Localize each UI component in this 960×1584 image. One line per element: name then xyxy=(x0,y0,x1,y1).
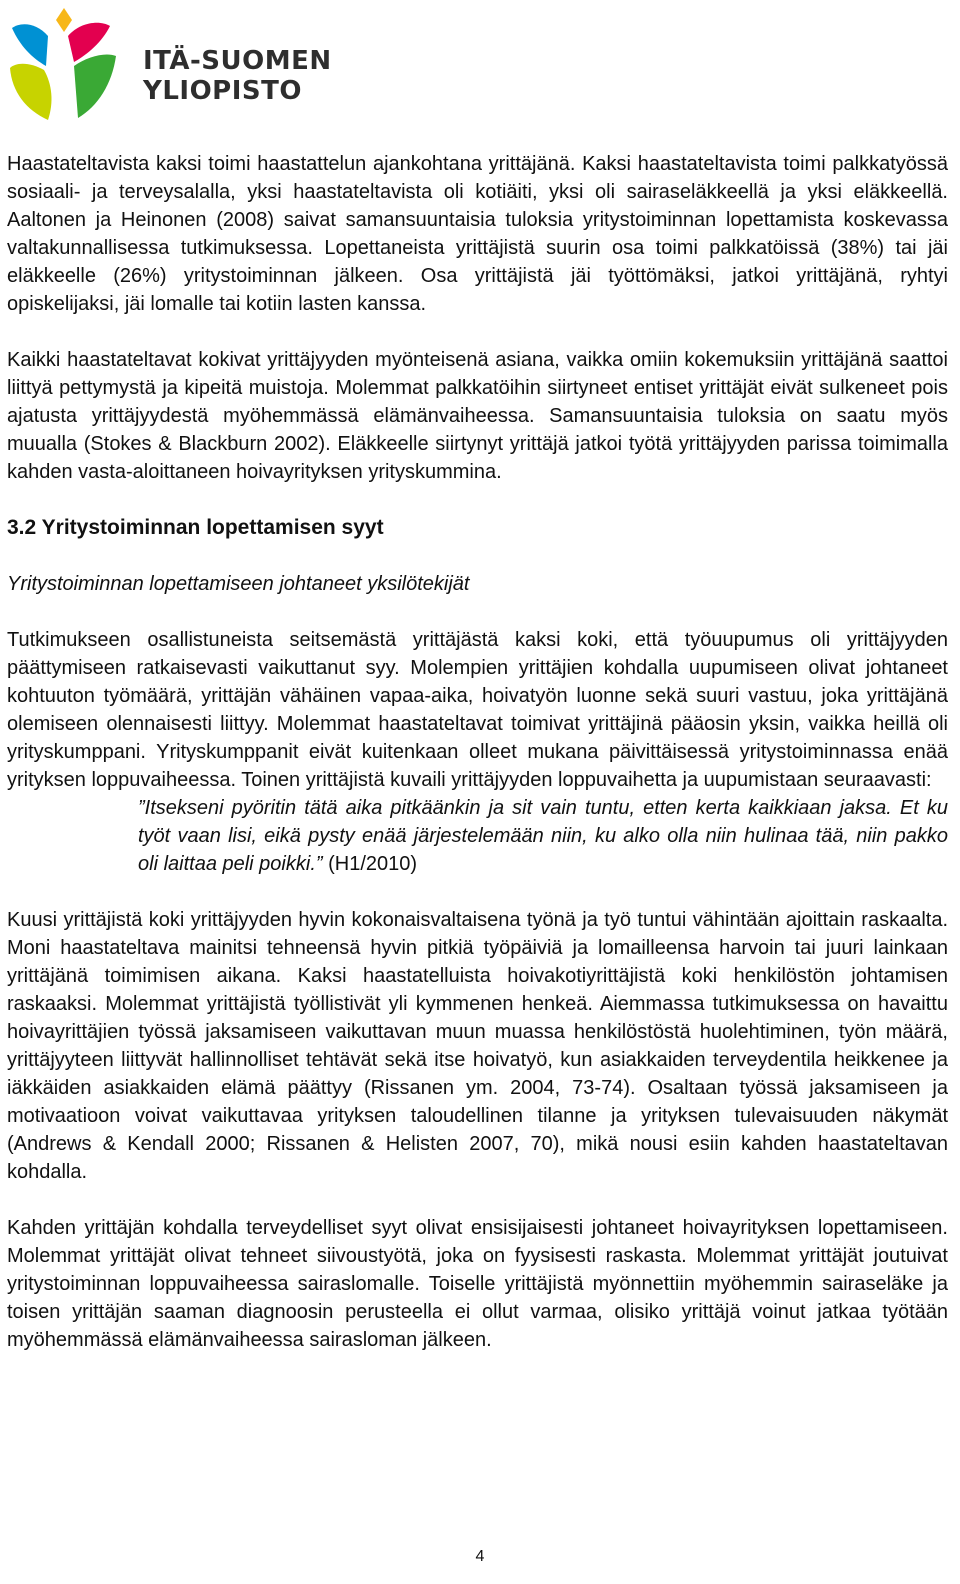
university-logo xyxy=(8,6,338,122)
paragraph-2: Kaikki haastateltavat kokivat yrittäjyyden myönteisenä asiana, vaikka omiin kokemuksiin yrittäjänä saattoi liittyä pettymystä ja kipeitä muistoja. Molemmat palkkatöihin siirtyneet entiset yrittäjät eivät sulkeneet pois ajatusta yrittäjyydestä myöhemmässä elämänvaiheessa. Samansuuntaisia tuloksia on saatu myös muualla (Stokes & Blackburn 2002). Eläkkeelle siirtynyt yrittäjä jatkoi työtä yrittäjyyden parissa toimimalla kahden vasta-aloittaneen hoivayrityksen yrityskummina. xyxy=(7,349,948,483)
section-number: 3.2 xyxy=(7,516,37,539)
paragraph-5: Kahden yrittäjän kohdalla terveydelliset syyt olivat ensisijaisesti johtaneet hoivayrityksen lopettamiseen. Molemmat yrittäjät olivat tehneet siivoustyötä, joka on fyysisesti raskasta. Molemmat yrittäjät joutuivat yritystoiminnan loppuvaiheessa sairaslomalle. Toiselle yrittäjistä myönnettiin myöhemmin sairaseläke ja toisen yrittäjän saaman diagnoosin perusteella ei ollut varmaa, olisiko yrittäjä voinut jatkaa työtään myöhemmässä elämänvaiheessa sairasloman jälkeen. xyxy=(7,1217,948,1351)
logo-petal-yellow xyxy=(56,8,72,32)
logo-text-line2: YLIOPISTO xyxy=(143,76,302,106)
page-number: 4 xyxy=(475,1548,485,1565)
document-body xyxy=(7,150,948,1354)
paragraph-3: Tutkimukseen osallistuneista seitsemästä yrittäjästä kaksi koki, että työuupumus oli yrittäjyyden päättymiseen ratkaisevasti vaikuttanut syy. Molempien yrittäjien kohdalla uupumiseen olivat johtaneet kohtuuton työmäärä, yrittäjän vähäinen vapaa-aika, hoivatyön luonne sekä suuri vastuu, joka yrittäjänä olemiseen olennaisesti liittyy. Molemmat haastateltavat toimivat yrittäjinä pääosin yksin, vaikka heillä oli yrityskumppani. Yrityskumppanit eivät kuitenkaan olleet mukana päivittäisessä yritystoiminnassa enää yrityksen loppuvaiheessa. Toinen yrittäjistä kuvaili yrittäjyyden loppuvaihetta ja uupumistaan seuraavasti: xyxy=(7,629,948,791)
logo-text-line1: ITÄ-SUOMEN xyxy=(143,46,332,76)
section-heading xyxy=(7,514,948,542)
block-quote xyxy=(138,794,948,878)
logo-emblem-icon xyxy=(8,6,128,122)
quote-source: (H1/2010) xyxy=(328,853,418,875)
subheading: Yritystoiminnan lopettamiseen johtaneet yksilötekijät xyxy=(7,573,470,595)
paragraph-4: Kuusi yrittäjistä koki yrittäjyyden hyvin kokonaisvaltaisena työnä ja työ tuntui vähintään ajoittain raskaalta. Moni haastateltava mainitsi tehneensä hyvin pitkiä työpäiviä ja lomailleensa harvoin tai juuri lainkaan yrittäjänä toimimisen aikana. Kaksi haastatelluista hoivakotiyrittäjistä koki henkilöstön johtamisen raskaaksi. Molemmat yrittäjistä työllistivät yli kymmenen henkeä. Aiemmassa tutkimuksessa on havaittu hoivayrittäjien työssä jaksamiseen vaikuttavan muun muassa henkilöstöstä huolehtiminen, työn määrä, yrittäjyyteen liittyvät hallinnolliset tehtävät sekä itse hoivatyö, kun asiakkaiden terveydentila heikkenee ja iäkkäiden asiakkaiden elämä päättyy (Rissanen ym. 2004, 73-74). Osaltaan työssä jaksamiseen ja motivaatioon voivat vaikuttavaa yrityksen taloudellinen tilanne ja yrityksen tulevaisuuden näkymät (Andrews & Kendall 2000; Rissanen & Helisten 2007, 70), mikä nousi esiin kahden haastateltavan kohdalla. xyxy=(7,909,948,1183)
logo-petal-lime xyxy=(10,64,51,120)
section-title: Yritystoiminnan lopettamisen syyt xyxy=(41,516,384,539)
paragraph-1: Haastateltavista kaksi toimi haastattelun ajankohtana yrittäjänä. Kaksi haastateltavista toimi palkkatyössä sosiaali- ja terveysalalla, yksi haastateltavista oli kotiäiti, yksi oli sairaseläkkeellä ja yksi eläkkeellä. Aaltonen ja Heinonen (2008) saivat samansuuntaisia tuloksia yritystoiminnan lopettamista koskevassa valtakunnallisessa tutkimuksessa. Lopettaneista yrittäjistä suurin osa toimi palkkatöissä (38%) tai jäi eläkkeelle (26%) yritystoiminnan jälkeen. Osa yrittäjistä jäi työttömäksi, jatkoi yrittäjänä, ryhtyi opiskelijaksi, jäi lomalle tai kotiin lasten kanssa. xyxy=(7,153,948,315)
logo-petal-blue xyxy=(12,24,48,66)
logo-petal-green xyxy=(74,54,116,118)
quote-text: ”Itsekseni pyöritin tätä aika pitkäänkin ja sit vain tuntu, etten kerta kaikkiaan jaksa. Et ku työt vaan lisi, eikä pysty enää järjestelemään niin, ku alko olla niin hulinaa tää, niin pakko oli laittaa peli poikki.” xyxy=(138,797,948,875)
